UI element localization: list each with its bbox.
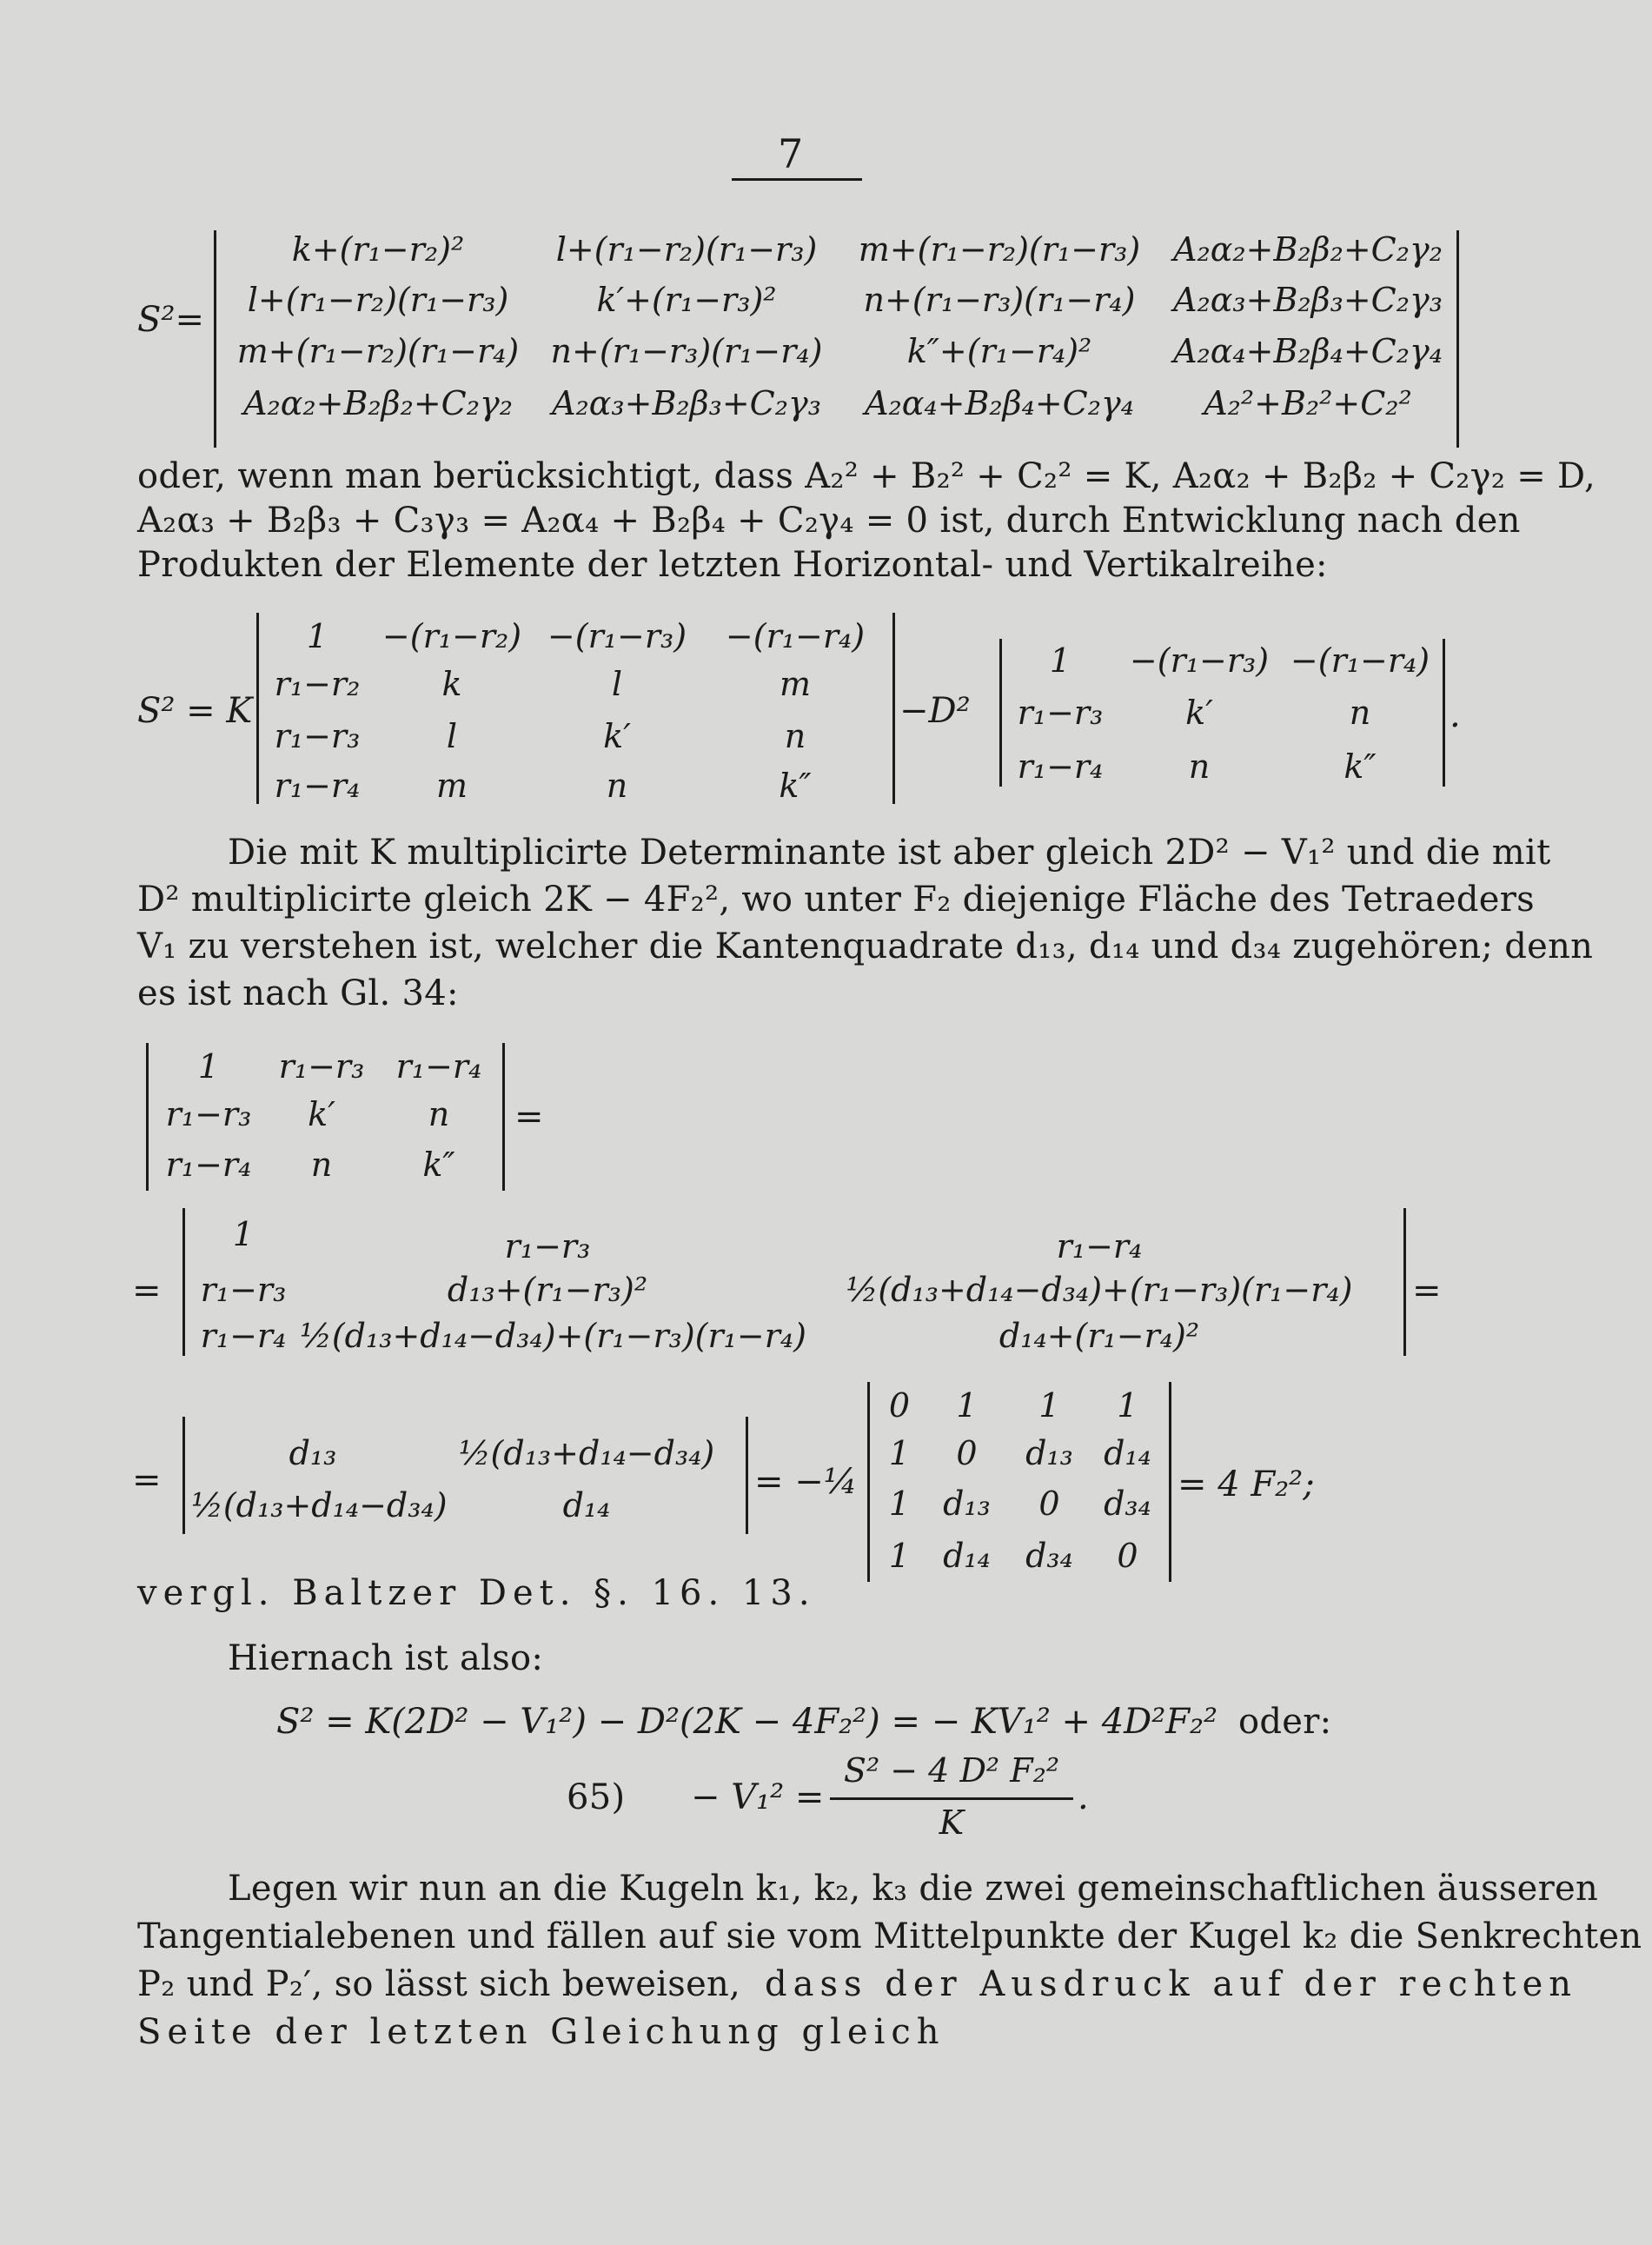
det2-bar-right xyxy=(892,613,895,804)
para2-line: V₁ zu verstehen ist, welcher die Kantenquadrate d₁₃, d₁₄ und d₃₄ zugehören; denn xyxy=(137,927,1594,966)
det3-cell: r₁−r₄ xyxy=(395,1047,482,1086)
header-rule xyxy=(732,178,862,181)
det4-cell: r₁−r₃ xyxy=(200,1271,287,1309)
det2-cell: n xyxy=(784,717,806,755)
det2-cell: r₁−r₄ xyxy=(274,767,361,805)
det1-cell: n+(r₁−r₃)(r₁−r₄) xyxy=(863,281,1136,319)
det1-cell: n+(r₁−r₃)(r₁−r₄) xyxy=(550,332,823,370)
det2-cell: k″ xyxy=(779,767,812,805)
eq65-denominator: K xyxy=(939,1803,965,1842)
det2-cell: m xyxy=(435,767,468,805)
det2b-cell: r₁−r₃ xyxy=(1017,694,1104,732)
det1-cell: k″+(r₁−r₄)² xyxy=(906,332,1092,370)
det1-cell: l+(r₁−r₂)(r₁−r₃) xyxy=(247,281,509,319)
det3-cell: k″ xyxy=(422,1146,455,1184)
det4-cell: d₁₃+(r₁−r₃)² xyxy=(447,1271,648,1309)
det2b-cell: n xyxy=(1349,694,1371,732)
det5-bar-right xyxy=(746,1417,748,1534)
para3-spaced: Seite der letzten Gleichung gleich xyxy=(137,2012,945,2052)
det5b-cell: 0 xyxy=(1038,1484,1060,1523)
det3-cell: n xyxy=(310,1146,333,1184)
det2-cell: −(r₁−r₂) xyxy=(381,617,522,655)
det2-bar-left xyxy=(256,613,259,804)
det5b-cell: 0 xyxy=(1117,1537,1138,1575)
det2-cell: r₁−r₂ xyxy=(274,665,361,703)
det2b-cell: k″ xyxy=(1343,747,1377,786)
eq65-lhs: − V₁² = xyxy=(691,1777,825,1817)
det3-eq: = xyxy=(514,1097,544,1137)
det5b-cell: d₁₃ xyxy=(1025,1434,1073,1472)
det5-pre: = xyxy=(132,1460,162,1500)
det1-cell: A₂α₄+B₂β₄+C₂γ₄ xyxy=(865,384,1134,422)
det3-cell: n xyxy=(428,1095,450,1133)
det5b-bar-right xyxy=(1169,1382,1171,1582)
det2-cell: l xyxy=(611,665,623,703)
det5b-cell: 0 xyxy=(888,1386,911,1425)
det1-cell: m+(r₁−r₂)(r₁−r₄) xyxy=(236,332,520,370)
det2-lhs: S² = K xyxy=(137,691,253,731)
det1-cell: A₂α₃+B₂β₃+C₂γ₃ xyxy=(1173,281,1443,319)
det5b-bar-left xyxy=(867,1382,870,1582)
det4-cell: ½(d₁₃+d₁₄−d₃₄)+(r₁−r₃)(r₁−r₄) xyxy=(300,1317,806,1355)
det3-cell: r₁−r₃ xyxy=(165,1095,252,1133)
det4-post: = xyxy=(1412,1271,1442,1311)
det3-bar-left xyxy=(146,1043,149,1191)
para3-line: Tangentialebenen und fällen auf sie vom Mittelpunkte der Kugel k₂ die Senkrechten xyxy=(137,1916,1642,1956)
det2-cell: r₁−r₃ xyxy=(274,717,361,755)
det2b-cell: −(r₁−r₃) xyxy=(1129,641,1270,680)
det2b-cell: r₁−r₄ xyxy=(1017,747,1104,786)
eq65-end: . xyxy=(1078,1777,1089,1817)
det4-cell: r₁−r₄ xyxy=(200,1317,287,1355)
det4-cell: ½(d₁₃+d₁₄−d₃₄)+(r₁−r₃)(r₁−r₄) xyxy=(846,1271,1353,1309)
det2-cell: −(r₁−r₃) xyxy=(547,617,687,655)
det2b-bar-left xyxy=(999,639,1002,787)
equation-result: S² = K(2D² − V₁²) − D²(2K − 4F₂²) = − KV₁² + 4D²F₂² xyxy=(276,1702,1218,1742)
hiernach-line: Hiernach ist also: xyxy=(228,1638,544,1678)
det5-cell: d₁₃ xyxy=(289,1434,337,1472)
page-number: 7 xyxy=(778,130,804,177)
det5b-cell: d₃₄ xyxy=(1025,1537,1073,1575)
det1-lhs: S²= xyxy=(137,300,204,340)
det2-mid: −D² xyxy=(899,691,971,731)
det5-cell: ½(d₁₃+d₁₄−d₃₄) xyxy=(458,1434,715,1472)
det5-mid: = −¼ xyxy=(754,1462,858,1502)
eq65-fraction-bar xyxy=(830,1797,1073,1800)
det4-cell: r₁−r₄ xyxy=(1056,1227,1143,1265)
det5b-cell: 1 xyxy=(956,1386,978,1425)
det5b-cell: 1 xyxy=(1038,1386,1060,1425)
det2b-cell: n xyxy=(1188,747,1211,786)
det1-bar-left xyxy=(214,230,216,448)
det1-cell: m+(r₁−r₂)(r₁−r₃) xyxy=(858,230,1141,269)
det2-cell: k′ xyxy=(603,717,631,755)
det4-cell: r₁−r₃ xyxy=(504,1227,591,1265)
det1-cell: l+(r₁−r₂)(r₁−r₃) xyxy=(555,230,818,269)
det2-cell: k xyxy=(441,665,462,703)
det1-cell: A₂α₂+B₂β₂+C₂γ₂ xyxy=(243,384,513,422)
det3-cell: 1 xyxy=(197,1047,220,1086)
det2b-cell: 1 xyxy=(1049,641,1071,680)
det5b-cell: 1 xyxy=(888,1484,911,1523)
det2-cell: m xyxy=(779,665,812,703)
det2-cell: 1 xyxy=(306,617,328,655)
det5-post: = 4 F₂²; xyxy=(1178,1465,1315,1504)
det2-cell: −(r₁−r₄) xyxy=(725,617,866,655)
det3-cell: k′ xyxy=(308,1095,335,1133)
det1-cell: A₂α₂+B₂β₂+C₂γ₂ xyxy=(1173,230,1443,269)
det2b-cell: k′ xyxy=(1185,694,1213,732)
det2b-bar-right xyxy=(1443,639,1445,787)
det3-cell: r₁−r₄ xyxy=(165,1146,252,1184)
det4-bar-right xyxy=(1403,1208,1406,1356)
para2-line: es ist nach Gl. 34: xyxy=(137,973,459,1013)
det5-cell: ½(d₁₃+d₁₄−d₃₄) xyxy=(191,1486,448,1524)
det5b-cell: d₁₄ xyxy=(1104,1434,1151,1472)
det3-cell: r₁−r₃ xyxy=(278,1047,365,1086)
para2-line: Die mit K multiplicirte Determinante ist aber gleich 2D² − V₁² und die mit xyxy=(228,833,1551,873)
eq65-numerator: S² − 4 D² F₂² xyxy=(843,1751,1060,1790)
det4-pre: = xyxy=(132,1271,162,1311)
det5b-cell: d₁₃ xyxy=(943,1484,991,1523)
para1-line: A₂α₃ + B₂β₃ + C₃γ₃ = A₂α₄ + B₂β₄ + C₂γ₄ = 0 ist, durch Entwicklung nach den xyxy=(137,501,1521,541)
det5b-cell: 0 xyxy=(956,1434,978,1472)
det1-cell: A₂α₄+B₂β₄+C₂γ₄ xyxy=(1173,332,1443,370)
det5b-cell: 1 xyxy=(888,1537,911,1575)
det5b-cell: 1 xyxy=(888,1434,911,1472)
det5-bar-left xyxy=(182,1417,185,1534)
det1-cell: A₂α₃+B₂β₃+C₂γ₃ xyxy=(552,384,821,422)
det1-bar-right xyxy=(1456,230,1459,448)
det1-cell: k+(r₁−r₂)² xyxy=(291,230,465,269)
para3-line: P₂ und P₂′, so lässt sich beweisen, xyxy=(137,1964,741,2004)
para3-spaced: dass der Ausdruck auf der rechten xyxy=(765,1964,1578,2004)
det2-cell: l xyxy=(446,717,458,755)
det3-bar-right xyxy=(502,1043,505,1191)
det1-cell: k′+(r₁−r₃)² xyxy=(596,281,777,319)
det2b-cell: −(r₁−r₄) xyxy=(1290,641,1430,680)
det4-cell: 1 xyxy=(232,1215,255,1253)
para3-line: Legen wir nun an die Kugeln k₁, k₂, k₃ die zwei gemeinschaftlichen äusseren xyxy=(228,1869,1599,1909)
det4-cell: d₁₄+(r₁−r₄)² xyxy=(998,1317,1200,1355)
reference-line: vergl. Baltzer Det. §. 16. 13. xyxy=(137,1573,816,1613)
det5-cell: d₁₄ xyxy=(562,1486,611,1524)
para1-line: Produkten der Elemente der letzten Horizontal- und Vertikalreihe: xyxy=(137,545,1328,585)
det5b-cell: 1 xyxy=(1117,1386,1138,1425)
para1-line: oder, wenn man berücksichtigt, dass A₂² + B₂² + C₂² = K, A₂α₂ + B₂β₂ + C₂γ₂ = D, xyxy=(137,456,1596,496)
equation-number: 65) xyxy=(567,1777,626,1817)
det2-end: . xyxy=(1450,695,1461,735)
det2-cell: n xyxy=(606,767,628,805)
equation-result-word: oder: xyxy=(1238,1702,1332,1742)
para2-line: D² multiplicirte gleich 2K − 4F₂², wo unter F₂ diejenige Fläche des Tetraeders xyxy=(137,880,1535,920)
det5b-cell: d₃₄ xyxy=(1104,1484,1151,1523)
det4-bar-left xyxy=(182,1208,185,1356)
det1-cell: A₂²+B₂²+C₂² xyxy=(1204,384,1412,422)
det5b-cell: d₁₄ xyxy=(943,1537,991,1575)
